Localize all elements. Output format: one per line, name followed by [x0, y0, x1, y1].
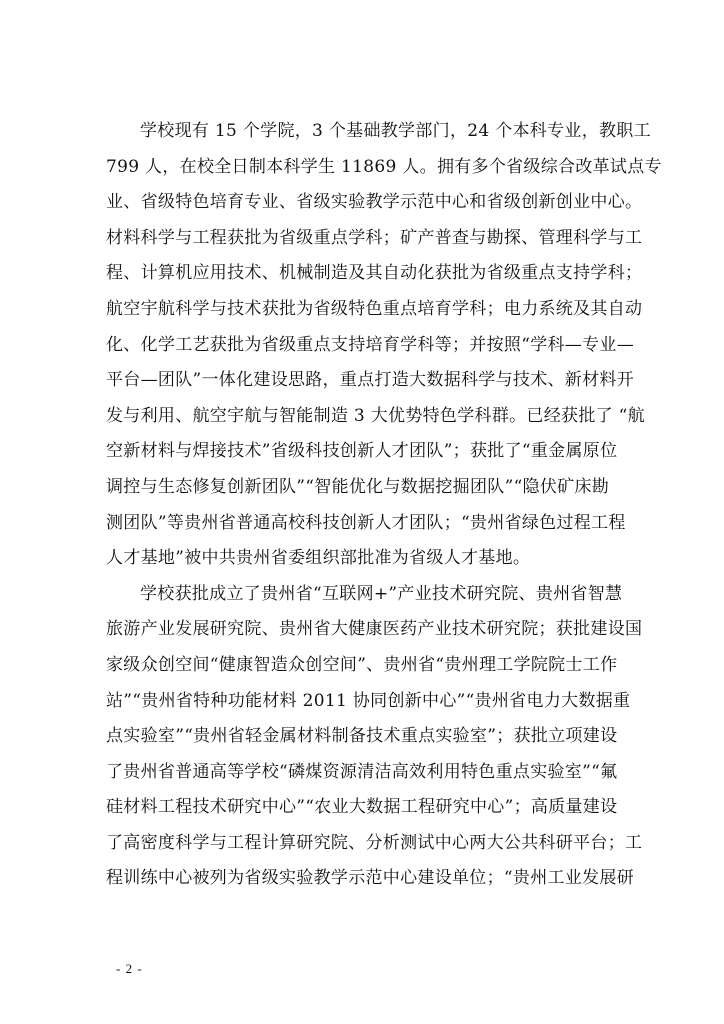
text-line: 人才基地”被中共贵州省委组织部批准为省级人才基地。	[106, 548, 531, 569]
text-line: 程、计算机应用技术、机械制造及其自动化获批为省级重点支持学科；	[106, 263, 643, 284]
text-line: 发与利用、航空宇航与智能制造 3 大优势特色学科群。已经获批了 “航	[106, 405, 645, 426]
text-line: 了高密度科学与工程计算研究院、分析测试中心两大公共科研平台；工	[106, 832, 643, 853]
text-line: 家级众创空间“健康智造众创空间”、贵州省“贵州理工学院院士工作	[106, 654, 618, 675]
text-line: 硅材料工程技术研究中心”“农业大数据工程研究中心”；高质量建设	[106, 797, 618, 818]
text-line: 测团队”等贵州省普通高校科技创新人才团队；“贵州省绿色过程工程	[106, 512, 626, 533]
text-line: 旅游产业发展研究院、贵州省大健康医药产业技术研究院；获批建设国	[106, 619, 643, 640]
text-line: 材料科学与工程获批为省级重点学科；矿产普查与勘探、管理科学与工	[106, 227, 643, 248]
text-line: 平台—团队”一体化建设思路，重点打造大数据科学与技术、新材料开	[106, 370, 634, 391]
text-line: 航空宇航科学与技术获批为省级特色重点培育学科；电力系统及其自动	[106, 298, 643, 319]
body-text	[106, 114, 662, 897]
text-line: 799 人，在校全日制本科学生 11869 人。拥有多个省级综合改革试点专	[106, 156, 662, 177]
text-line: 调控与生态修复创新团队”“智能优化与数据挖掘团队”“隐伏矿床勘	[106, 476, 610, 497]
text-line: 程训练中心被列为省级实验教学示范中心建设单位；“贵州工业发展研	[106, 868, 634, 889]
text-line: 空新材料与焊接技术”省级科技创新人才团队”；获批了“重金属原位	[106, 441, 618, 462]
text-line: 站”“贵州省特种功能材料 2011 协同创新中心”“贵州省电力大数据重	[106, 690, 631, 711]
text-line: 化、化学工艺获批为省级重点支持培育学科等；并按照“学科—专业—	[106, 334, 634, 355]
text-line: 学校获批成立了贵州省“互联网+”产业技术研究院、贵州省智慧	[140, 583, 623, 604]
text-line: 了贵州省普通高等学校“磷煤资源清洁高效利用特色重点实验室”“氟	[106, 761, 618, 782]
text-line: 点实验室”“贵州省轻金属材料制备技术重点实验室”；获批立项建设	[106, 726, 618, 747]
text-line: 学校现有 15 个学院，3 个基础教学部门，24 个本科专业，教职工	[140, 121, 651, 141]
paragraph	[106, 114, 662, 577]
page-number: - 2 -	[116, 961, 143, 976]
text-line: 业、省级特色培育专业、省级实验教学示范中心和省级创新创业中心。	[106, 192, 643, 213]
paragraph	[106, 577, 643, 897]
